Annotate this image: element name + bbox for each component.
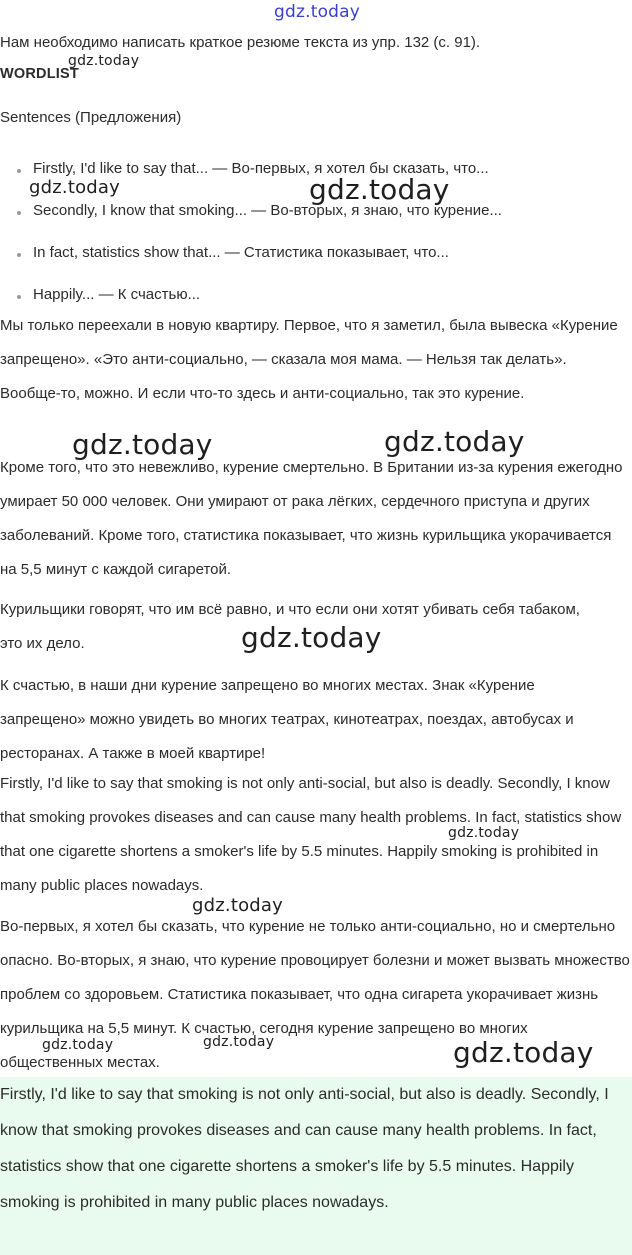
watermark: gdz.today <box>241 621 382 654</box>
paragraph: Кроме того, что это невежливо, курение смертельно. В Британии из-за курения ежегодно умирает 50 000 человек. Они умирают от рака лёгких, сердечного приступа и других заболеваний. Кроме того, статистика показывает, что жизнь курильщика укорачивается на 5,5 минут с каждой сигаретой. <box>0 459 623 578</box>
paragraph: К счастью, в наши дни курение запрещено во многих местах. Знак «Курение запрещено» можно увидеть во многих театрах, кинотеатрах, поездах, автобусах и ресторанах. А также в моей квартире! <box>0 677 574 762</box>
list-item-text: Firstly, I'd like to say that... — Во-первых, я хотел бы сказать, что... <box>33 160 489 177</box>
sentences-title: Sentences (Предложения) <box>0 109 182 126</box>
watermark: gdz.today <box>42 1037 114 1053</box>
paragraph: Firstly, I'd like to say that smoking is not only anti-social, but also is deadly. Secondly, I know that smoking provokes diseases and can cause many health problems. In fact, statistics show that one cigarette shortens a smoker's life by 5.5 minutes. Happily smoking is prohibited in many public places nowadays. <box>0 775 622 894</box>
list-item-text: Secondly, I know that smoking... — Во-вторых, я знаю, что курение... <box>33 202 502 219</box>
list-item <box>17 286 200 303</box>
watermark: gdz.today <box>448 825 520 841</box>
answer-text: Firstly, I'd like to say that smoking is not only anti-social, but also is deadly. Secondly, I know that smoking provokes diseases and can cause many health problems. In fact, statistics show that one cigarette shortens a smoker's life by 5.5 minutes. Happily smoking is prohibited in many public places nowadays. <box>0 1086 609 1211</box>
watermark: gdz.today <box>384 425 525 458</box>
watermark: gdz.today <box>29 177 121 198</box>
paragraph: Во-первых, я хотел бы сказать, что курение не только анти-социально, но и смертельно опасно. Во-вторых, я знаю, что курение провоцирует болезни и может вызвать множество проблем со здоровьем. Статистика показывает, что одна сигарета укорачивает жизнь курильщика на 5,5 минут. К счастью, сегодня курение запрещено во многих общественных местах. <box>0 918 630 1071</box>
watermark-top: gdz.today <box>274 2 361 22</box>
list-item-text: Happily... — К счастью... <box>33 286 201 303</box>
wordlist-title: WORDLIST <box>0 66 79 82</box>
answer-block <box>0 1077 632 1255</box>
list-item <box>17 160 489 177</box>
watermark: gdz.today <box>203 1034 275 1050</box>
watermark: gdz.today <box>192 895 284 916</box>
intro-text: Нам необходимо написать краткое резюме текста из упр. 132 (с. 91). <box>0 34 481 51</box>
list-item <box>17 244 449 261</box>
paragraph: Мы только переехали в новую квартиру. Первое, что я заметил, была вывеска «Курение запрещено». «Это анти-социально, — сказала моя мама. — Нельзя так делать». Вообще-то, можно. И если что-то здесь и анти-социально, так это курение. <box>0 317 618 402</box>
list-item-text: In fact, statistics show that... — Статистика показывает, что... <box>33 244 449 261</box>
list-item <box>17 202 502 219</box>
paragraph: Курильщики говорят, что им всё равно, и что если они хотят убивать себя табаком, это их дело. <box>0 601 580 652</box>
watermark: gdz.today <box>72 428 213 461</box>
watermark: gdz.today <box>68 53 140 69</box>
watermark: gdz.today <box>309 173 450 206</box>
watermark: gdz.today <box>453 1036 594 1069</box>
